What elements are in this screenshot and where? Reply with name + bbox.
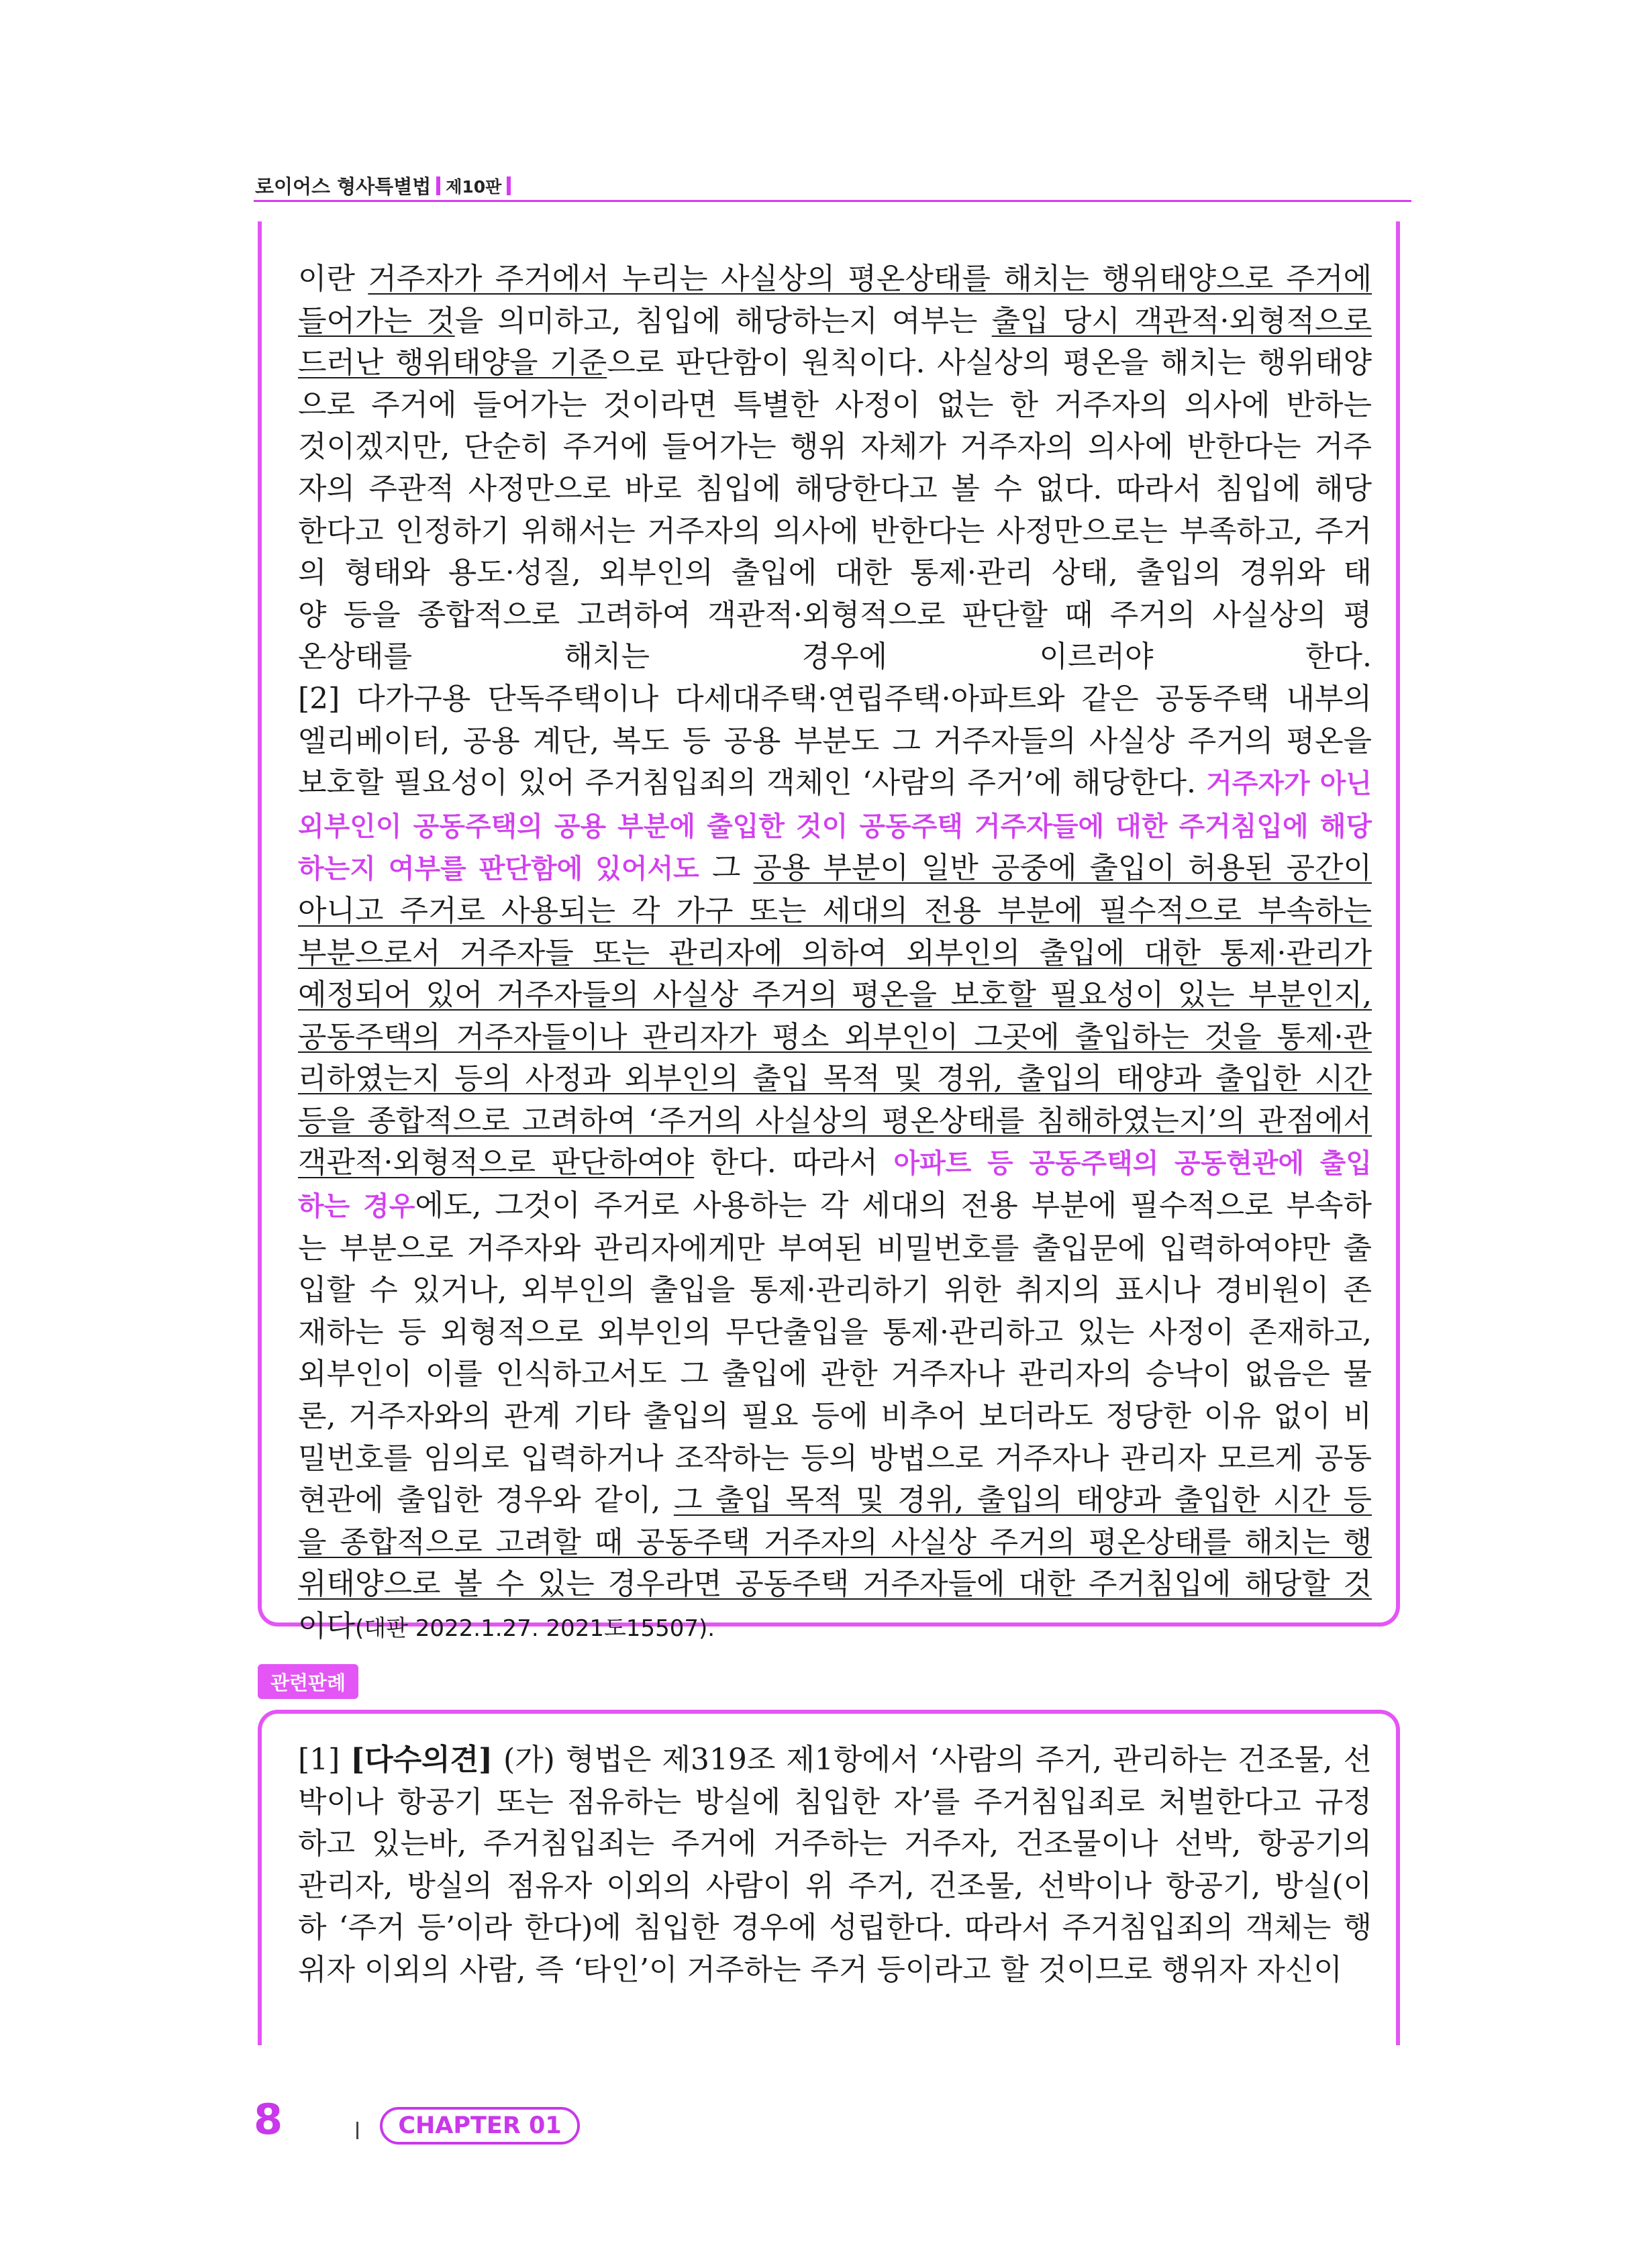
footer-separator [356,2122,358,2139]
underlined-text: 공용 부분이 일반 공중에 출입이 허용된 공간이 [753,851,1372,886]
text-run: 현관에 출입한 경우와 같이, [298,1483,674,1518]
text-line [298,258,1372,301]
text-line [298,426,1372,468]
text-line [298,1100,1372,1143]
text-run: 온상태를 해치는 경우에 이르러야 한다. [298,639,1372,674]
text-run: [2] 다가구용 단독주택이나 다세대주택·연립주택·아파트와 같은 공동주택 내부의 [298,681,1372,716]
text-line [298,805,1372,848]
text-line [298,1480,1372,1522]
text-line [298,847,1372,890]
text-line [298,890,1372,933]
text-line [298,1396,1372,1438]
text-run: 하고 있는바, 주거침입죄는 주거에 거주하는 거주자, 건조물이나 선박, 항공기의 [298,1826,1372,1861]
text-run: 이란 [298,262,368,296]
text-line [298,1142,1372,1185]
underlined-text: 아니고 주거로 사용되는 각 가구 또는 세대의 전용 부분에 필수적으로 부속하는 [298,893,1372,928]
text-run: [1] [298,1743,351,1777]
underlined-text: 부분으로서 거주자들 또는 관리자에 의하여 외부인의 출입에 대한 통제·관리가 [298,935,1372,970]
text-line [298,468,1372,511]
underlined-text: 객관적·외형적으로 판단하여야 [298,1145,695,1180]
running-header [255,172,511,199]
text-line [298,636,1372,678]
text-line [298,1907,1372,1949]
underlined-text: 그 출입 목적 및 경위, 출입의 태양과 출입한 시간 등 [673,1483,1372,1518]
text-line [298,1522,1372,1564]
edition-label: 제10판 [446,176,502,197]
text-run: 외부인이 이를 인식하고서도 그 출입에 관한 거주자나 관리자의 승낙이 없음은 물 [298,1357,1372,1392]
text-run: 것이겠지만, 단순히 주거에 들어가는 행위 자체가 거주자의 의사에 반한다는 거주 [298,429,1372,464]
text-run: 재하는 등 외형적으로 외부인의 무단출입을 통제·관리하고 있는 사정이 존재하고, [298,1315,1372,1349]
text-run: 보호할 필요성이 있어 주거침입죄의 객체인 ‘사람의 주거’에 해당한다. [298,766,1207,801]
underlined-text: 들어가는 것 [298,303,455,338]
highlighted-text: 하는지 여부를 판단함에 있어서도 [298,854,699,885]
text-run: 하 ‘주거 등’이라 한다)에 침입한 경우에 성립한다. 따라서 주거침입죄의 객체는 행 [298,1910,1372,1945]
text-line [298,1017,1372,1059]
text-line [298,1782,1372,1824]
book-title: 로이어스 형사특별법 [255,175,432,198]
text-run: 입할 수 있거나, 외부인의 출입을 통제·관리하기 위한 취지의 표시나 경비원이 존 [298,1273,1372,1308]
text-line [298,1739,1372,1782]
text-line [298,301,1372,343]
text-line [298,342,1372,384]
underlined-text: 거주자가 주거에서 누리는 사실상의 평온상태를 해치는 행위태양으로 주거에 [368,262,1372,296]
text-line [298,384,1372,427]
text-run: 자의 주관적 사정만으로 바로 침입에 해당한다고 볼 수 없다. 따라서 침입에 해당 [298,471,1372,506]
highlighted-text: 아파트 등 공동주택의 공동현관에 출입 [893,1148,1372,1180]
underlined-text: 출입 당시 객관적·외형적으로 [991,303,1372,338]
underlined-text: 공동주택의 거주자들이나 관리자가 평소 외부인이 그곳에 출입하는 것을 통제·관 [298,1019,1372,1054]
text-line [298,721,1372,763]
case-text-lower [298,1739,1372,1992]
text-line [298,1438,1372,1480]
text-line [298,933,1372,975]
underlined-text: 등을 종합적으로 고려하여 ‘주거의 사실상의 평온상태를 침해하였는지’의 관점에서 [298,1103,1372,1138]
case-citation: (대판 2022.1.27. 2021도15507). [355,1615,715,1642]
text-run: 으로 주거에 들어가는 것이라면 특별한 사정이 없는 한 거주자의 의사에 반하는 [298,387,1372,422]
text-line [298,552,1372,595]
text-line [298,1823,1372,1865]
text-run: 양 등을 종합적으로 고려하여 객관적·외형적으로 판단할 때 주거의 사실상의 평 [298,597,1372,632]
text-line [298,1270,1372,1312]
header-rule [254,200,1411,202]
text-run: (가) 형법은 제319조 제1항에서 ‘사람의 주거, 관리하는 건조물, 선 [493,1743,1372,1777]
text-run: 의 형태와 용도·성질, 외부인의 출입에 대한 통제·관리 상태, 출입의 경위와 태 [298,556,1372,590]
related-cases-tag: 관련판례 [258,1664,358,1699]
case-text-upper [298,258,1372,1650]
text-line [298,511,1372,553]
header-bar-marker [507,176,511,195]
text-line [298,762,1372,805]
text-run: 이다 [298,1609,356,1643]
underlined-text: 을 종합적으로 고려할 때 공동주택 거주자의 사실상 주거의 평온상태를 해치는 행 [298,1525,1372,1559]
text-line [298,595,1372,637]
text-line [298,974,1372,1017]
highlighted-text: 거주자가 아닌 [1206,768,1372,800]
text-line [298,1228,1372,1270]
text-run: 관리자, 방실의 점유자 이외의 사람이 위 주거, 건조물, 선박이나 항공기, 방실(이 [298,1868,1372,1903]
header-bar-marker [436,176,440,195]
text-line [298,1949,1372,1992]
underlined-text: 위태양으로 볼 수 있는 경우라면 공동주택 거주자들에 대한 주거침입에 해당할 것 [298,1567,1372,1602]
text-line [298,1865,1372,1908]
highlighted-text: 외부인이 공동주택의 공용 부분에 출입한 것이 공동주택 거주자들에 대한 주거침입에 해당 [298,811,1372,842]
text-run: 위자 이외의 사람, 즉 ‘타인’이 거주하는 주거 등이라고 할 것이므로 행위자 자신이 [298,1952,1342,1987]
text-line [298,1606,1372,1650]
underlined-text: 예정되어 있어 거주자들의 사실상 주거의 평온을 보호할 필요성이 있는 부분인지, [298,978,1372,1013]
text-run: 그 [699,851,754,886]
text-run: 으로 판단함이 원칙이다. 사실상의 평온을 해치는 행위태양 [607,346,1372,380]
text-line [298,1185,1372,1228]
text-line [298,678,1372,721]
text-run: 밀번호를 임의로 입력하거나 조작하는 등의 방법으로 거주자나 관리자 모르게 공동 [298,1441,1372,1476]
text-run: 는 부분으로 거주자와 관리자에게만 부여된 비밀번호를 출입문에 입력하여야만 출 [298,1231,1372,1266]
text-run: 엘리베이터, 공용 계단, 복도 등 공용 부분도 그 거주자들의 사실상 주거의 평온을 [298,723,1372,758]
text-run: 을 의미하고, 침입에 해당하는지 여부는 [454,303,992,338]
text-run: 에도, 그것이 주거로 사용하는 각 세대의 전용 부분에 필수적으로 부속하 [415,1188,1372,1223]
page-number: 8 [254,2095,283,2144]
text-line [298,1563,1372,1606]
text-line [298,1312,1372,1354]
text-run: 론, 거주자와의 관계 기타 출입의 필요 등에 비추어 보더라도 정당한 이유 없이 비 [298,1399,1372,1434]
text-run: 한다고 인정하기 위해서는 거주자의 의사에 반한다는 사정만으로는 부족하고, 주거 [298,513,1372,548]
text-line [298,1353,1372,1396]
text-run: 박이나 항공기 또는 점유하는 방실에 침입한 자’를 주거침입죄로 처벌한다고 규정 [298,1784,1372,1819]
text-run: 한다. 따라서 [694,1145,894,1180]
chapter-badge: CHAPTER 01 [380,2107,580,2145]
bold-label: [다수의견] [350,1743,493,1777]
text-line [298,1058,1372,1100]
underlined-text: 리하였는지 등의 사정과 외부인의 출입 목적 및 경위, 출입의 태양과 출입한 시간 [298,1062,1372,1096]
highlighted-text: 하는 경우 [298,1191,415,1223]
underlined-text: 드러난 행위태양을 기준 [298,346,607,380]
